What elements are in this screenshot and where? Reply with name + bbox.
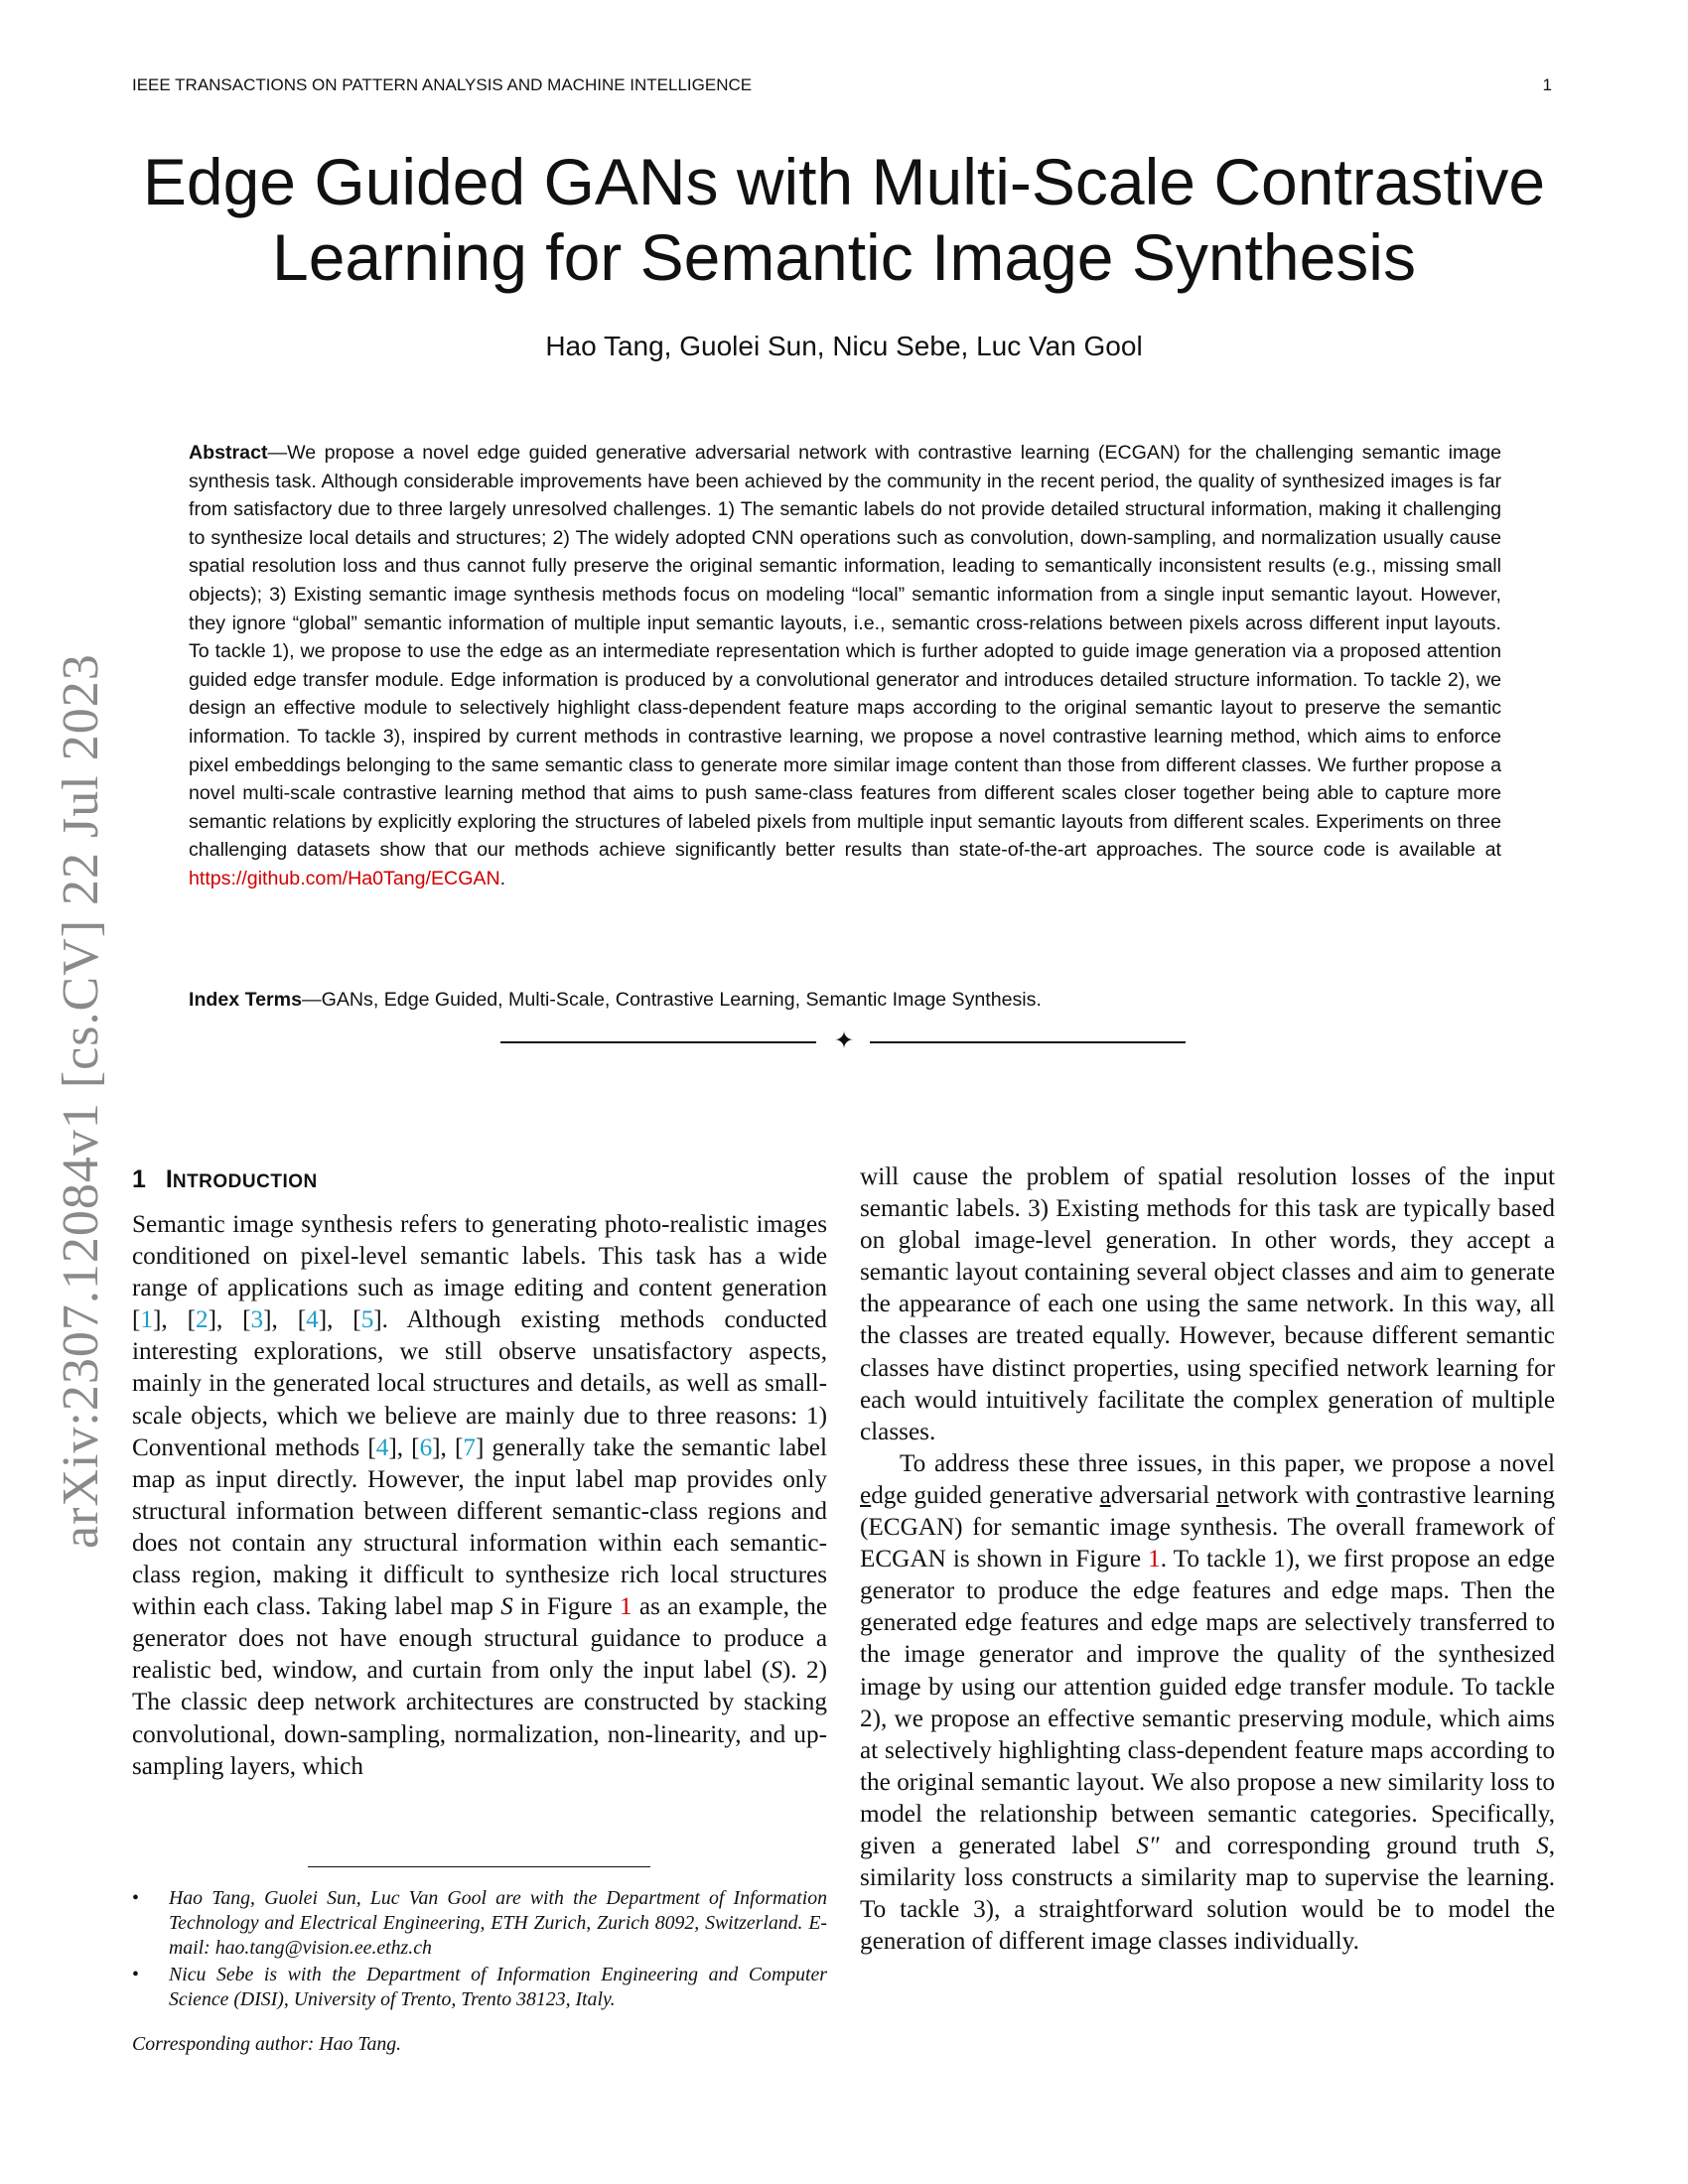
text-run: To address these three issues, in this paper, we propose a novel [900, 1449, 1555, 1477]
acronym-letter: n [1216, 1481, 1229, 1509]
math-symbol: S [500, 1593, 513, 1621]
text-run: ], [ [388, 1433, 420, 1461]
journal-name: IEEE TRANSACTIONS ON PATTERN ANALYSIS AND MACHINE INTELLIGENCE [132, 75, 753, 94]
index-terms-text: —GANs, Edge Guided, Multi-Scale, Contrastive Learning, Semantic Image Synthesis. [301, 989, 1042, 1011]
abstract-label: Abstract [189, 442, 268, 464]
citation-link[interactable]: 6 [419, 1433, 433, 1461]
divider-rule-right [870, 1041, 1186, 1043]
text-run: ], [ [263, 1306, 307, 1334]
text-run: ontrastive learning (ECGAN) for semantic image synthesis. The overall framework of ECGAN is shown in Figure [860, 1481, 1555, 1573]
acronym-letter: c [1356, 1481, 1368, 1509]
citation-link[interactable]: 7 [463, 1433, 476, 1461]
footnote-text: Nicu Sebe is with the Department of Information Engineering and Computer Science (DISI), University of Trento, Trento 38123, Italy. [169, 1964, 827, 2010]
math-symbol: S″ [1136, 1832, 1160, 1859]
index-terms [189, 986, 1501, 1014]
text-run: dge guided [871, 1481, 989, 1509]
abstract [189, 439, 1501, 893]
arxiv-stamp: arXiv:2307.12084v1 [cs.CV] 22 Jul 2023 [53, 653, 109, 1549]
section-heading [132, 1165, 318, 1194]
bullet-icon: • [132, 1887, 139, 1909]
paper-title [99, 144, 1589, 295]
authors: Hao Tang, Guolei Sun, Nicu Sebe, Luc Van Gool [545, 331, 1143, 361]
title-line-2: Learning for Semantic Image Synthesis [272, 220, 1416, 294]
intro-paragraph-2: will cause the problem of spatial resolution losses of the input semantic labels. 3) Existing methods for this task are typically based on global image-level generation. In other words, they accept a semantic layout containing several object classes and aim to generate the appearance of each one using the same network. In this way, all the classes are treated equally. However, because different semantic classes have distinct properties, using specified network learning for each would intuitively facilitate the complex generation of multiple classes. [860, 1163, 1555, 1445]
math-symbol: S [1536, 1832, 1549, 1859]
section-title-first: I [165, 1165, 173, 1193]
page-number: 1 [1542, 75, 1552, 94]
running-header [132, 75, 1552, 99]
text-run: as an example, the generator does not have enough structural guidance to produce a realistic bed, window, and curtain from only the input label ( [132, 1593, 828, 1685]
text-run: ], [ [318, 1306, 361, 1334]
text-run: ], [ [208, 1306, 251, 1334]
text-run: ] generally take the semantic label map as input directly. However, the input label map provides only structural information between different semantic-class regions and does not contain any structural information within each semantic-class region, making it difficult to synthesize rich local structures within each class. Taking label map [132, 1433, 827, 1621]
divider-star-icon: ✦ [833, 1028, 855, 1054]
section-divider [500, 1030, 1186, 1054]
text-run: dversarial [1110, 1481, 1216, 1509]
right-column [860, 1161, 1555, 1958]
acronym-letter: a [1099, 1481, 1111, 1509]
intro-paragraph-1 [132, 1209, 827, 1783]
text-run: . To tackle 1), we first propose an edge generator to produce the edge features and edge maps. Then the generated edge features and edge maps are selectively transferred to the image generator and improve the quality of the synthesized image by using our attention guided edge transfer module. To tackle 2), we propose an effective semantic preserving module, which aims at selectively highlighting class-dependent feature maps according to the original semantic layout. We also propose a new similarity loss to model the relationship between semantic categories. Specifically, given a generated label [860, 1546, 1555, 1859]
abstract-text: —We propose a novel edge guided generative adversarial network with contrastive learning (ECGAN) for the challenging semantic image synthesis task. Although considerable improvements have been achieved by the community in the recent period, the quality of synthesized images is far from satisfactory due to three largely unresolved challenges. 1) The semantic labels do not provide detailed structural information, making it challenging to synthesize local details and structures; 2) The widely adopted CNN operations such as convolution, down-sampling, and normalization usually cause spatial resolution loss and thus cannot fully preserve the original semantic information, leading to semantically inconsistent results (e.g., missing small objects); 3) Existing semantic image synthesis methods focus on modeling “local” semantic information from a single input semantic layout. However, they ignore “global” semantic information of multiple input semantic layouts, i.e., semantic cross-relations between pixels across different input layouts. To tackle 1), we propose to use the edge as an intermediate representation which is further adopted to guide image generation via a proposed attention guided edge transfer module. Edge information is produced by a convolutional generator and introduces detailed structure information. To tackle 2), we design an effective module to selectively highlight class-dependent feature maps according to the original semantic layout to preserve the semantic information. To tackle 3), inspired by current methods in contrastive learning, we propose a novel contrastive learning method, which aims to enforce pixel embeddings belonging to the same semantic class to generate more similar image content than those from different classes. We further propose a novel multi-scale contrastive learning method that aims to push same-class features from different scales closer together being able to capture more semantic relations by explicitly exploring the structures of labeled pixels from multiple input semantic layouts from different scales. Experiments on three challenging datasets show that our methods achieve significantly better results than state-of-the-art approaches. The source code is available at [189, 442, 1501, 862]
abstract-end: . [499, 867, 506, 889]
figure-link[interactable]: 1 [1148, 1546, 1161, 1573]
footnote-rule [308, 1866, 650, 1867]
section-title-rest: NTRODUCTION [172, 1171, 318, 1192]
text-run: Semantic image synthesis refers to generating photo-realistic images conditioned on pixel-level semantic labels. This task has a wide range of applications such as image editing and content generation [ [132, 1211, 827, 1334]
text-run: ). 2) The classic deep network architectures are constructed by stacking convolutional, down-sampling, normalization, non-linearity, and up-sampling layers, which [132, 1657, 828, 1780]
code-link[interactable]: https://github.com/Ha0Tang/ECGAN [189, 867, 500, 889]
text-run: , similarity loss constructs a similarity map to supervise the learning. To tackle 3), a straightforward solution would be to model the generation of different image classes individually. [860, 1832, 1555, 1956]
citation-link[interactable]: 5 [360, 1306, 374, 1334]
footnote-affiliation-2 [132, 1963, 827, 2012]
text-run: enerative [1001, 1481, 1100, 1509]
text-run: ], [ [152, 1306, 196, 1334]
math-symbol: S [770, 1657, 782, 1685]
text-run: in Figure [512, 1593, 621, 1621]
text-run: ]. Although existing methods conducted interesting explorations, we still observe unsatisfactory aspects, mainly in the generated local structures and details, as well as small-scale objects, which we believe are mainly due to three reasons: 1) Conventional methods [ [132, 1306, 827, 1461]
citation-link[interactable]: 4 [375, 1433, 389, 1461]
intro-paragraph-3 [860, 1448, 1555, 1959]
section-number: 1 [132, 1165, 146, 1193]
left-column [132, 1209, 827, 1783]
text-run: ], [ [432, 1433, 464, 1461]
acronym-letter: g [988, 1481, 1002, 1509]
divider-rule-left [500, 1041, 816, 1043]
citation-link[interactable]: 1 [140, 1306, 153, 1334]
bullet-icon: • [132, 1964, 139, 1985]
citation-link[interactable]: 3 [250, 1306, 264, 1334]
text-run: and corresponding ground truth [1159, 1832, 1537, 1859]
index-terms-label: Index Terms [189, 989, 302, 1011]
corresponding-author: Corresponding author: Hao Tang. [132, 2033, 402, 2055]
text-run: etwork with [1228, 1481, 1357, 1509]
acronym-letter: e [860, 1481, 872, 1509]
footnote-text: Hao Tang, Guolei Sun, Luc Van Gool are with the Department of Information Technology and Electrical Engineering, ETH Zurich, Zurich 8092, Switzerland. E-mail: hao.tang@vision.ee.ethz.ch [169, 1887, 827, 1959]
citation-link[interactable]: 2 [195, 1306, 209, 1334]
figure-link[interactable]: 1 [620, 1593, 633, 1621]
title-line-1: Edge Guided GANs with Multi-Scale Contrastive [142, 145, 1546, 218]
footnotes [132, 1886, 827, 2057]
footnote-affiliation-1 [132, 1886, 827, 1961]
citation-link[interactable]: 4 [306, 1306, 319, 1334]
